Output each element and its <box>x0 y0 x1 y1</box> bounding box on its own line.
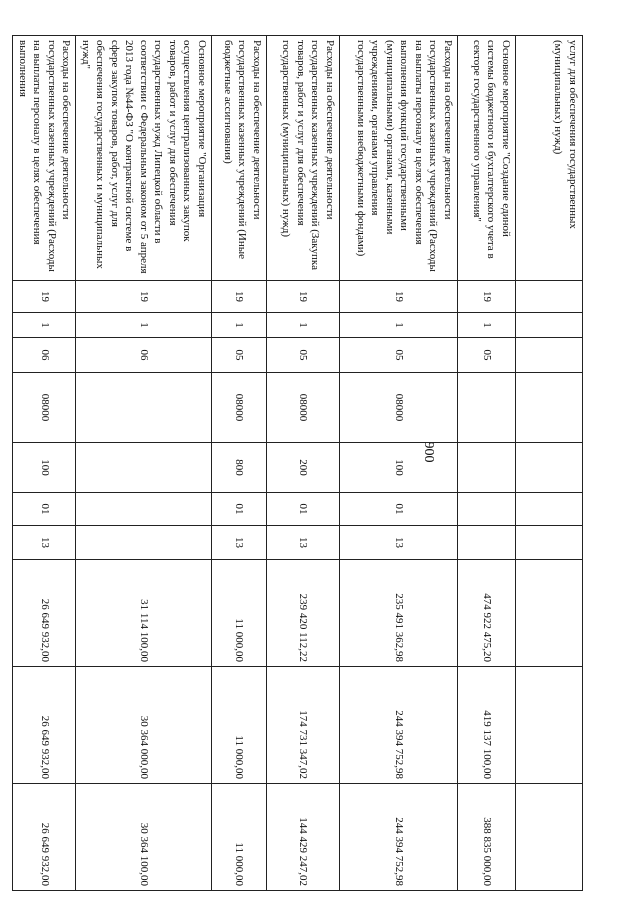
code-cell: 06 <box>13 338 76 373</box>
code-cell: 1 <box>13 313 76 338</box>
code-cell <box>458 373 516 443</box>
code-cell <box>458 443 516 493</box>
amount-cell: 11 000,00 <box>212 560 267 667</box>
row-description: Расходы на обеспечение деятельности государственных казенных учреждений (Иные бюджетные ассигнования) <box>212 36 267 281</box>
amount-cell: 11 000,00 <box>212 784 267 891</box>
code-cell: 13 <box>267 526 340 560</box>
code-cell: 05 <box>267 338 340 373</box>
amount-cell: 244 394 752,98 <box>340 784 458 891</box>
code-cell <box>76 493 212 526</box>
amount-cell: 26 649 932,00 <box>13 667 76 784</box>
code-cell: 01 <box>267 493 340 526</box>
code-cell <box>458 526 516 560</box>
amount-cell: 11 000,00 <box>212 667 267 784</box>
code-cell <box>458 493 516 526</box>
code-cell <box>516 493 583 526</box>
code-cell: 05 <box>212 338 267 373</box>
table-row <box>458 36 516 891</box>
row-description: Расходы на обеспечение деятельности государственных казенных учреждений (Расходы на выплаты персоналу в целях обеспечения выполнения функций государственными (муниципальными) органами, казенными учреждениями, органами управления государственными внебюджетными фондами) <box>340 36 458 281</box>
code-cell <box>76 373 212 443</box>
amount-cell: 235 491 362,98 <box>340 560 458 667</box>
amount-cell <box>516 560 583 667</box>
table-row <box>340 36 458 891</box>
code-cell: 06 <box>76 338 212 373</box>
code-cell: 19 <box>212 281 267 313</box>
code-cell: 1 <box>458 313 516 338</box>
code-cell: 08000 <box>13 373 76 443</box>
code-cell: 19 <box>458 281 516 313</box>
code-cell: 19 <box>13 281 76 313</box>
amount-cell: 419 137 100,00 <box>458 667 516 784</box>
amount-cell: 244 394 752,98 <box>340 667 458 784</box>
code-cell: 08000 <box>340 373 458 443</box>
row-description: Расходы на обеспечение деятельности государственных казенных учреждений (Расходы на выплаты персоналу в целях обеспечения выполнения <box>13 36 76 281</box>
amount-cell: 239 420 112,22 <box>267 560 340 667</box>
row-description: услуг для обеспечения государственных (муниципальных) нужд) <box>516 36 583 281</box>
amount-cell: 31 114 100,00 <box>76 560 212 667</box>
code-cell: 1 <box>340 313 458 338</box>
code-cell: 100 <box>340 443 458 493</box>
code-cell: 200 <box>267 443 340 493</box>
code-cell: 800 <box>212 443 267 493</box>
code-cell <box>516 526 583 560</box>
amount-cell: 144 429 247,02 <box>267 784 340 891</box>
code-cell: 01 <box>13 493 76 526</box>
table-row <box>212 36 267 891</box>
table-row <box>76 36 212 891</box>
code-cell: 13 <box>340 526 458 560</box>
code-cell: 1 <box>76 313 212 338</box>
code-cell: 1 <box>267 313 340 338</box>
code-cell: 13 <box>13 526 76 560</box>
code-cell <box>76 526 212 560</box>
code-cell: 13 <box>212 526 267 560</box>
page-number: 900 <box>421 441 436 463</box>
code-cell <box>516 313 583 338</box>
row-description: Расходы на обеспечение деятельности государственных казенных учреждений (Закупка товаров, работ и услуг для обеспечения государственных (муниципальных) нужд) <box>267 36 340 281</box>
table-row <box>516 36 583 891</box>
amount-cell: 174 731 347,02 <box>267 667 340 784</box>
row-description: Основное мероприятие "Организация осуществления централизованных закупок товаров, работ и услуг для обеспечения государственных нужд Липецкой области в соответствии с Федеральным законом от 5 апреля 2013 года №44-ФЗ "О контрактной системе в сфере закупок товаров, работ, услуг для обеспечения государственных и муниципальных нужд" <box>76 36 212 281</box>
budget-table <box>12 35 583 891</box>
code-cell: 100 <box>13 443 76 493</box>
code-cell <box>516 373 583 443</box>
table-row <box>267 36 340 891</box>
code-cell <box>76 443 212 493</box>
code-cell: 19 <box>267 281 340 313</box>
amount-cell: 30 364 000,00 <box>76 667 212 784</box>
amount-cell <box>516 784 583 891</box>
code-cell: 19 <box>76 281 212 313</box>
code-cell: 08000 <box>267 373 340 443</box>
code-cell: 01 <box>340 493 458 526</box>
code-cell <box>516 443 583 493</box>
table-row <box>13 36 76 891</box>
code-cell <box>516 338 583 373</box>
row-description: Основное мероприятие "Создание единой системы бюджетного и бухгалтерского учета в секторе государственного управления" <box>458 36 516 281</box>
code-cell: 1 <box>212 313 267 338</box>
code-cell: 19 <box>340 281 458 313</box>
amount-cell <box>516 667 583 784</box>
amount-cell: 26 649 932,00 <box>13 560 76 667</box>
amount-cell: 474 922 475,20 <box>458 560 516 667</box>
code-cell <box>516 281 583 313</box>
amount-cell: 30 364 100,00 <box>76 784 212 891</box>
amount-cell: 26 649 932,00 <box>13 784 76 891</box>
code-cell: 05 <box>458 338 516 373</box>
budget-table-container <box>16 35 583 890</box>
code-cell: 01 <box>212 493 267 526</box>
amount-cell: 388 835 000,00 <box>458 784 516 891</box>
code-cell: 05 <box>340 338 458 373</box>
code-cell: 08000 <box>212 373 267 443</box>
